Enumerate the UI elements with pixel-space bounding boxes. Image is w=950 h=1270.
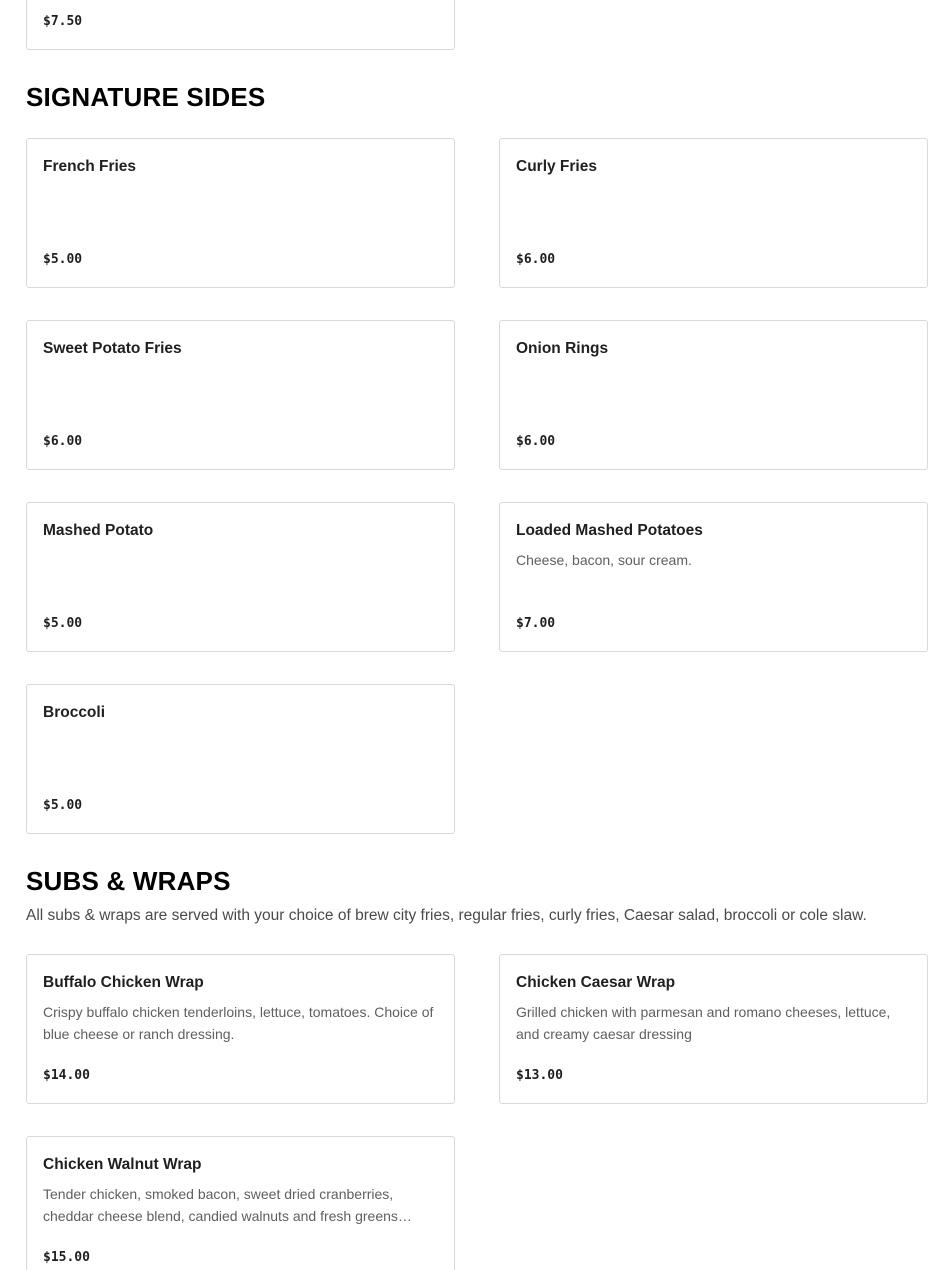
section-description: All subs & wraps are served with your choice of brew city fries, regular fries, curly fries, Caesar salad, broccoli or cole slaw. (26, 907, 867, 924)
item-name: Mashed Potato (43, 522, 154, 539)
menu-item-card[interactable] (499, 138, 928, 288)
menu-item-card[interactable] (26, 954, 455, 1104)
item-name: Buffalo Chicken Wrap (43, 974, 204, 991)
item-price: $13.00 (516, 1068, 563, 1083)
item-price: $7.50 (43, 14, 83, 29)
menu-item-card[interactable] (26, 502, 455, 652)
item-price: $7.00 (516, 616, 556, 631)
menu-item-card[interactable] (26, 1136, 455, 1270)
item-description: Cheese, bacon, sour cream. (516, 552, 692, 568)
menu-item-card[interactable] (499, 502, 928, 652)
item-price: $5.00 (43, 616, 83, 631)
menu-item-card[interactable] (26, 320, 455, 470)
item-description: Tender chicken, smoked bacon, sweet dried cranberries, cheddar cheese blend, candied walnuts and fresh greens… (43, 1186, 412, 1224)
item-price: $5.00 (43, 798, 83, 813)
item-price: $14.00 (43, 1068, 90, 1083)
menu-item-card[interactable] (499, 320, 928, 470)
section-title-subs-wraps: SUBS & WRAPS (26, 866, 231, 896)
menu-item-card[interactable] (26, 138, 455, 288)
item-name: Onion Rings (516, 340, 609, 357)
item-name: French Fries (43, 158, 137, 175)
menu-item-card[interactable] (26, 684, 455, 834)
item-description: Crispy buffalo chicken tenderloins, lettuce, tomatoes. Choice of blue cheese or ranch dressing. (43, 1004, 434, 1042)
item-price: $5.00 (43, 252, 83, 267)
item-name: Curly Fries (516, 158, 597, 175)
item-name: Chicken Caesar Wrap (516, 974, 676, 991)
item-price: $6.00 (516, 252, 556, 267)
menu-item-card[interactable] (499, 954, 928, 1104)
item-name: Broccoli (43, 704, 106, 721)
item-name: Chicken Walnut Wrap (43, 1156, 202, 1173)
item-name: Sweet Potato Fries (43, 340, 182, 357)
item-name: Loaded Mashed Potatoes (516, 522, 703, 539)
item-price: $15.00 (43, 1250, 90, 1265)
item-price: $6.00 (516, 434, 556, 449)
section-title-signature-sides: SIGNATURE SIDES (26, 82, 266, 112)
item-price: $6.00 (43, 434, 83, 449)
menu-item-card[interactable] (26, 0, 455, 50)
item-description: Grilled chicken with parmesan and romano cheeses, lettuce, and creamy caesar dressing (516, 1004, 891, 1042)
